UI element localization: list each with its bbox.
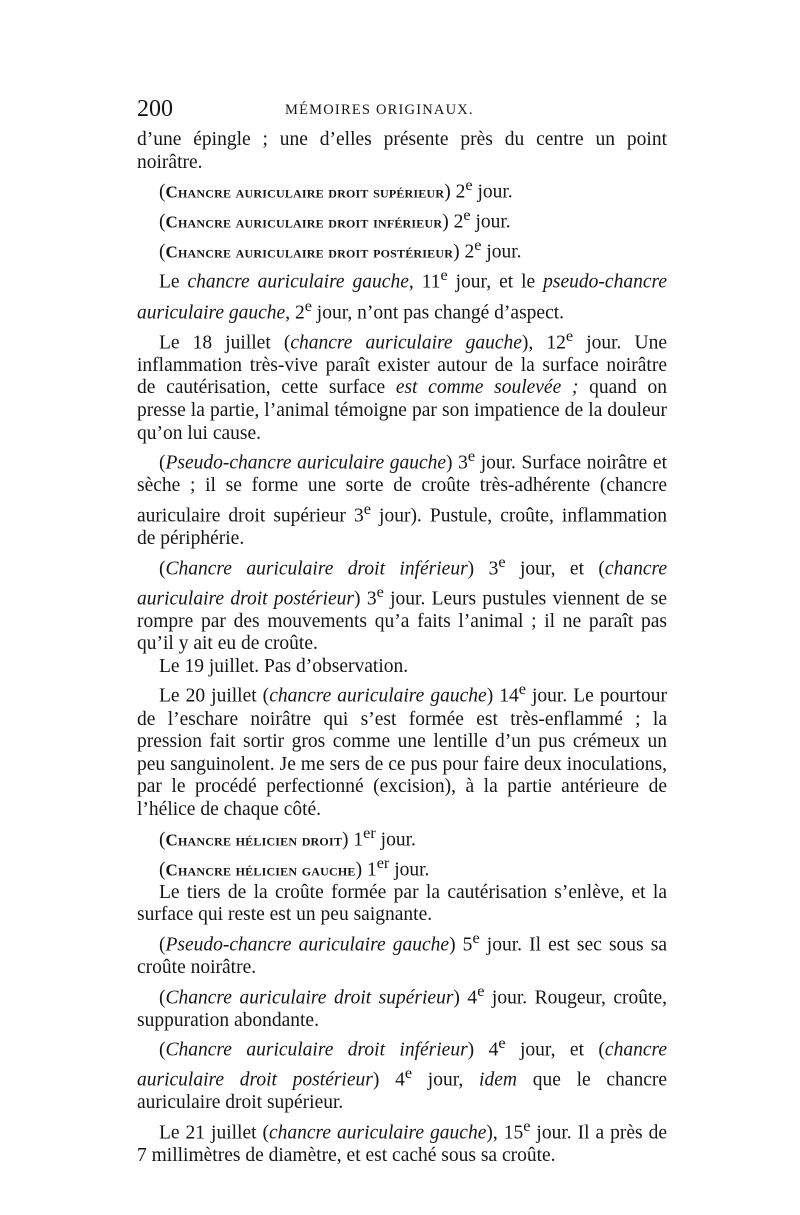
paragraph: (Chancre auriculaire droit inférieur) 3e jour, et (chancre auriculaire droit postérieur) 3e jour. Leurs pustules viennent de se rompre par des mouvements qu’a faits l’animal ; il ne paraît pas qu’il y ait eu de croûte. (137, 552, 668, 655)
paragraph: (Chancre hélicien droit) 1er jour. (159, 823, 416, 851)
paragraph: Le 19 juillet. Pas d’observation. (159, 655, 409, 677)
paragraph: (Chancre auriculaire droit inférieur) 4e jour, et (chancre auriculaire droit postérieur) 4e jour, idem que le chancre auriculaire droit supérieur. (137, 1034, 668, 1114)
paragraph: (Chancre auriculaire droit supérieur) 2e jour. (159, 176, 513, 203)
paragraph: (Chancre auriculaire droit postérieur) 2e jour. (159, 236, 522, 263)
paragraph: (Chancre hélicien gauche) 1er jour. (159, 853, 430, 881)
paragraph: (Chancre auriculaire droit supérieur) 4e jour. Rougeur, croûte, suppuration abondante. (137, 981, 667, 1031)
page-header (137, 96, 667, 126)
paragraph: Le 21 juillet (chancre auriculaire gauche), 15e jour. Il a près de 7 millimètres de diamètre, et est caché sous sa croûte. (137, 1117, 668, 1167)
paragraph: (Pseudo-chancre auriculaire gauche) 5e jour. Il est sec sous sa croûte noirâtre. (137, 928, 667, 978)
paragraph: Le chancre auriculaire gauche, 11e jour, et le pseudo-chancre auriculaire gauche, 2e jour, n’ont pas changé d’aspect. (137, 266, 667, 324)
paragraph: Le 20 juillet (chancre auriculaire gauche) 14e jour. Le pourtour de l’eschare noirâtre qui s’est formée est très-enflammé ; la pression fait sortir gros comme une lentille d’un pus crémeux un peu sanguinolent. Je me sers de ce pus pour faire deux inoculations, par le procédé perfectionné (excision), à la partie antérieure de l’hélice de chaque côté. (137, 680, 668, 820)
page-number: 200 (137, 96, 173, 122)
paragraph: d’une épingle ; une d’elles présente près du centre un point noirâtre. (137, 129, 667, 173)
paragraph: Le tiers de la croûte formée par la cautérisation s’enlève, et la surface qui reste est un peu saignante. (137, 881, 667, 926)
paragraph: Le 18 juillet (chancre auriculaire gauche), 12e jour. Une inflammation très-vive paraît exister autour de la surface noirâtre de cautérisation, cette surface est comme soulevée ; quand on presse la partie, l’animal témoigne par son impatience de la douleur qu’on lui cause. (137, 326, 667, 444)
paragraph: (Chancre auriculaire droit inférieur) 2e jour. (159, 206, 511, 233)
paragraph: (Pseudo-chancre auriculaire gauche) 3e jour. Surface noirâtre et sèche ; il se forme une sorte de croûte très-adhérente (chancre auriculaire droit supérieur 3e jour). Pustule, croûte, inflammation de périphérie. (137, 447, 668, 549)
running-title: MÉMOIRES ORIGINAUX. (285, 102, 474, 118)
body-text (137, 129, 667, 1168)
